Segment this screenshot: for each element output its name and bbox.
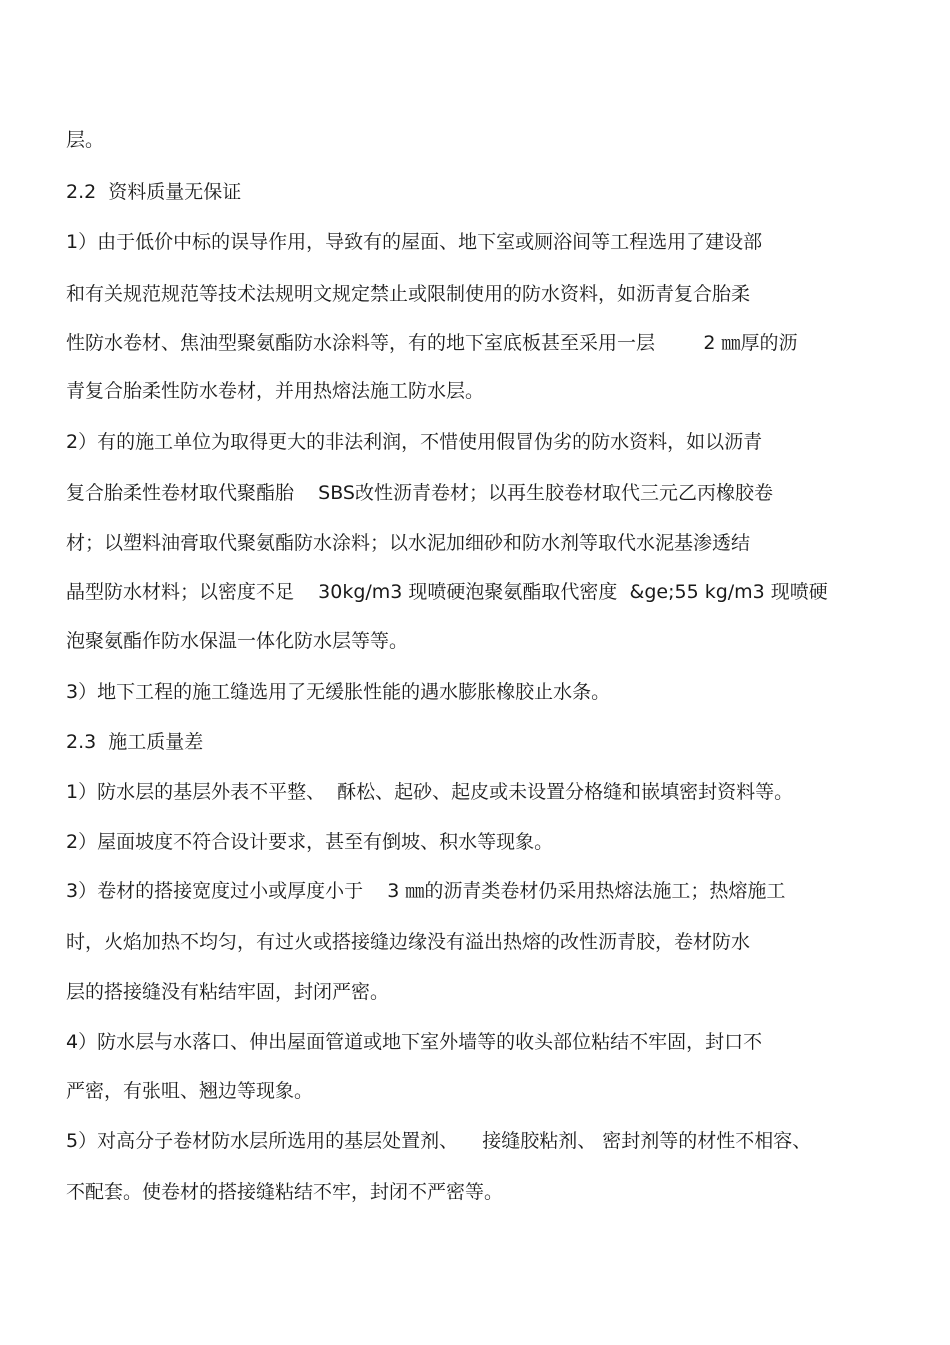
text-line: 泡聚氨酯作防水保温一体化防水层等等。 [66, 630, 409, 652]
text-line: 青复合胎柔性防水卷材，并用热熔法施工防水层。 [66, 380, 485, 402]
text-line: 层。 [66, 129, 105, 151]
text-line: 性防水卷材、焦油型聚氨酯防水涂料等，有的地下室底板甚至采用一层 2 ㎜厚的沥 [66, 332, 798, 354]
text-line: 3）卷材的搭接宽度过小或厚度小于 3 ㎜的沥青类卷材仍采用热熔法施工；热熔施工 [66, 880, 786, 902]
text-line: 4）防水层与水落口、伸出屋面管道或地下室外墙等的收头部位粘结不牢固，封口不 [66, 1031, 763, 1053]
section-heading: 2.2 资料质量无保证 [66, 181, 242, 203]
section-heading: 2.3 施工质量差 [66, 731, 204, 753]
text-line: 1）由于低价中标的误导作用，导致有的屋面、地下室或厕浴间等工程选用了建设部 [66, 231, 763, 253]
text-line: 1）防水层的基层外表不平整、 酥松、起砂、起皮或未设置分格缝和嵌填密封资料等。 [66, 781, 794, 803]
text-line: 晶型防水材料；以密度不足 30kg/m3 现喷硬泡聚氨酯取代密度 &ge;55 kg/m3 现喷硬 [66, 581, 828, 603]
text-line: 2）屋面坡度不符合设计要求，甚至有倒坡、积水等现象。 [66, 831, 554, 853]
text-line: 层的搭接缝没有粘结牢固，封闭严密。 [66, 981, 390, 1003]
text-line: 严密，有张咀、翘边等现象。 [66, 1080, 314, 1102]
text-line: 和有关规范规范等技术法规明文规定禁止或限制使用的防水资料，如沥青复合胎柔 [66, 283, 751, 305]
text-line: 2）有的施工单位为取得更大的非法利润，不惜使用假冒伪劣的防水资料，如以沥青 [66, 431, 763, 453]
text-line: 5）对高分子卷材防水层所选用的基层处置剂、 接缝胶粘剂、 密封剂等的材性不相容、 [66, 1130, 812, 1152]
text-line: 时，火焰加热不均匀，有过火或搭接缝边缘没有溢出热熔的改性沥青胶，卷材防水 [66, 931, 751, 953]
text-line: 材；以塑料油膏取代聚氨酯防水涂料；以水泥加细砂和防水剂等取代水泥基渗透结 [66, 532, 751, 554]
text-line: 不配套。使卷材的搭接缝粘结不牢，封闭不严密等。 [66, 1181, 504, 1203]
text-line: 3）地下工程的施工缝选用了无缓胀性能的遇水膨胀橡胶止水条。 [66, 681, 611, 703]
text-line: 复合胎柔性卷材取代聚酯胎 SBS改性沥青卷材；以再生胶卷材取代三元乙丙橡胶卷 [66, 482, 773, 504]
